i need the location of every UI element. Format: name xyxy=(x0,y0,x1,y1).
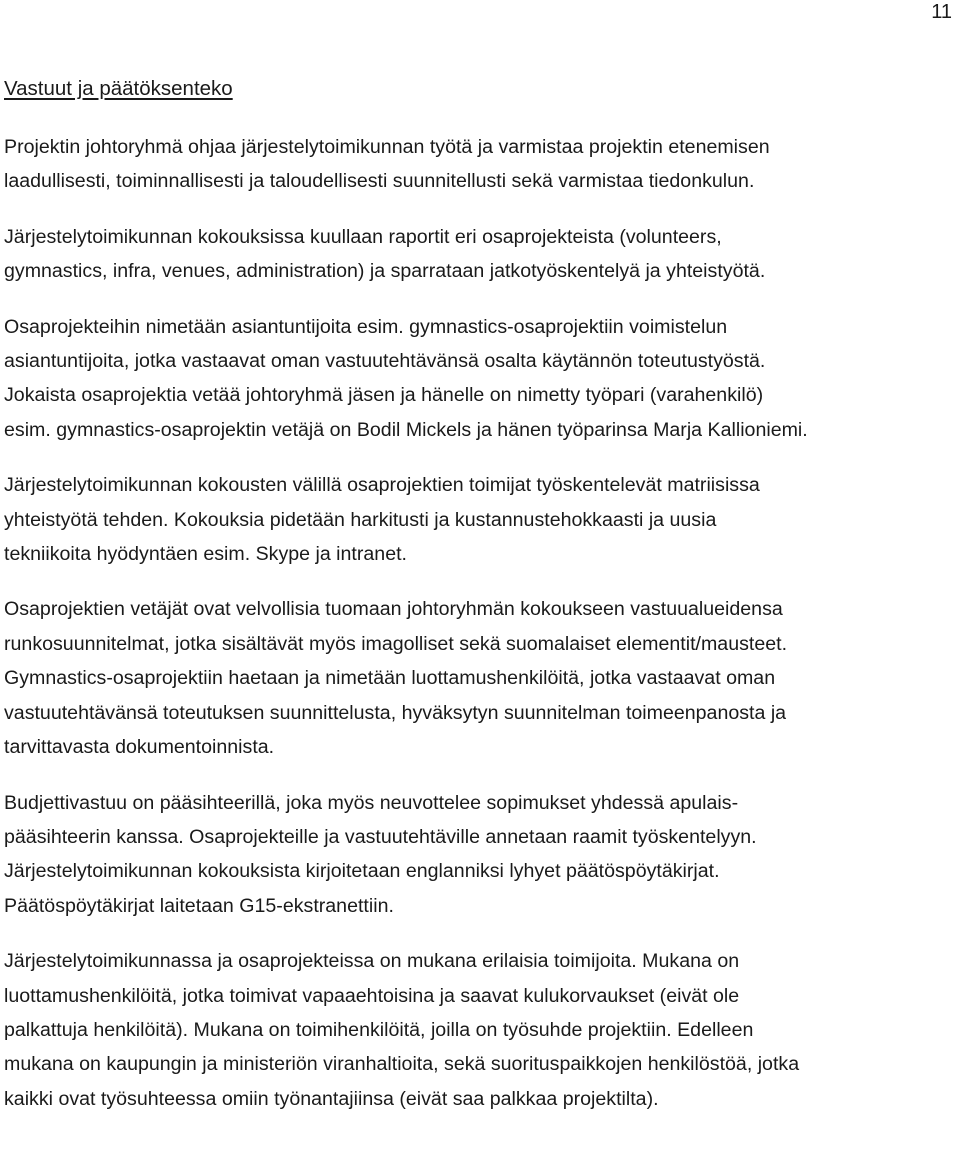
text-line: yhteistyötä tehden. Kokouksia pidetään harkitusti ja kustannustehokkaasti ja uusia xyxy=(4,508,717,531)
paragraph-matrix-work xyxy=(4,468,956,571)
paragraph-experts xyxy=(4,310,956,448)
paragraph-budget xyxy=(4,786,956,924)
text-line: tarvittavasta dokumentoinnista. xyxy=(4,736,275,759)
document-body xyxy=(4,74,956,1137)
paragraph-subproject-leaders xyxy=(4,592,956,764)
text-line: vastuutehtävänsä toteutuksen suunnittelusta, hyväksytyn suunnitelman toimeenpanosta ja xyxy=(4,701,787,724)
text-line: Gymnastics-osaprojektiin haetaan ja nimetään luottamushenkilöitä, jotka vastaavat oman xyxy=(4,667,776,690)
text-line: runkosuunnitelmat, jotka sisältävät myös imagolliset sekä suomalaiset elementit/mausteet. xyxy=(4,632,788,655)
text-line: Budjettivastuu on pääsihteerillä, joka myös neuvottelee sopimukset yhdessä apulais- xyxy=(4,791,739,814)
text-line: Järjestelytoimikunnan kokouksista kirjoitetaan englanniksi lyhyet päätöspöytäkirjat. xyxy=(4,860,720,883)
text-line: gymnastics, infra, venues, administration) ja sparrataan jatkotyöskentelyä ja yhteistyötä. xyxy=(4,260,766,283)
text-line: Osaprojektien vetäjät ovat velvollisia tuomaan johtoryhmän kokoukseen vastuualueidensa xyxy=(4,598,783,621)
text-line: Jokaista osaprojektia vetää johtoryhmä jäsen ja hänelle on nimetty työpari (varahenkilö) xyxy=(4,384,764,407)
section-heading: Vastuut ja päätöksenteko xyxy=(4,77,233,100)
text-line: mukana on kaupungin ja ministeriön viranhaltioita, sekä suorituspaikkojen henkilöstöä, jotka xyxy=(4,1053,800,1076)
text-line: asiantuntijoita, jotka vastaavat oman vastuutehtävänsä osalta käytännön toteutustyöstä. xyxy=(4,350,766,373)
paragraph-committee-meetings xyxy=(4,220,956,289)
text-line: kaikki ovat työsuhteessa omiin työnantajiinsa (eivät saa palkkaa projektilta). xyxy=(4,1087,659,1110)
text-line: Päätöspöytäkirjat laitetaan G15-ekstranettiin. xyxy=(4,894,394,917)
text-line: Järjestelytoimikunnassa ja osaprojekteissa on mukana erilaisia toimijoita. Mukana on xyxy=(4,950,740,973)
page-number: 11 xyxy=(931,1,952,23)
text-line: Projektin johtoryhmä ohjaa järjestelytoimikunnan työtä ja varmistaa projektin etenemisen xyxy=(4,136,770,158)
text-line: palkattuja henkilöitä). Mukana on toimihenkilöitä, joilla on työsuhde projektiin. Edelleen xyxy=(4,1018,754,1041)
text-line: luottamushenkilöitä, jotka toimivat vapaaehtoisina ja saavat kulukorvaukset (eivät ole xyxy=(4,984,740,1007)
text-line: Järjestelytoimikunnan kokouksissa kuullaan raportit eri osaprojekteista (volunteers, xyxy=(4,225,722,248)
text-line: pääsihteerin kanssa. Osaprojekteille ja vastuutehtäville annetaan raamit työskentelyyn. xyxy=(4,825,757,848)
text-line: laadullisesti, toiminnallisesti ja taloudellisesti suunnitellusti sekä varmistaa tiedonkulun. xyxy=(4,170,755,193)
text-line: Järjestelytoimikunnan kokousten välillä osaprojektien toimijat työskentelevät matriisissa xyxy=(4,474,760,497)
text-line: tekniikoita hyödyntäen esim. Skype ja intranet. xyxy=(4,543,407,566)
text-line: esim. gymnastics-osaprojektin vetäjä on Bodil Mickels ja hänen työparinsa Marja Kallioniemi. xyxy=(4,418,808,441)
text-line: Osaprojekteihin nimetään asiantuntijoita esim. gymnastics-osaprojektiin voimistelun xyxy=(4,315,728,338)
paragraph-participants xyxy=(4,944,956,1116)
paragraph-steering-group xyxy=(4,130,956,199)
